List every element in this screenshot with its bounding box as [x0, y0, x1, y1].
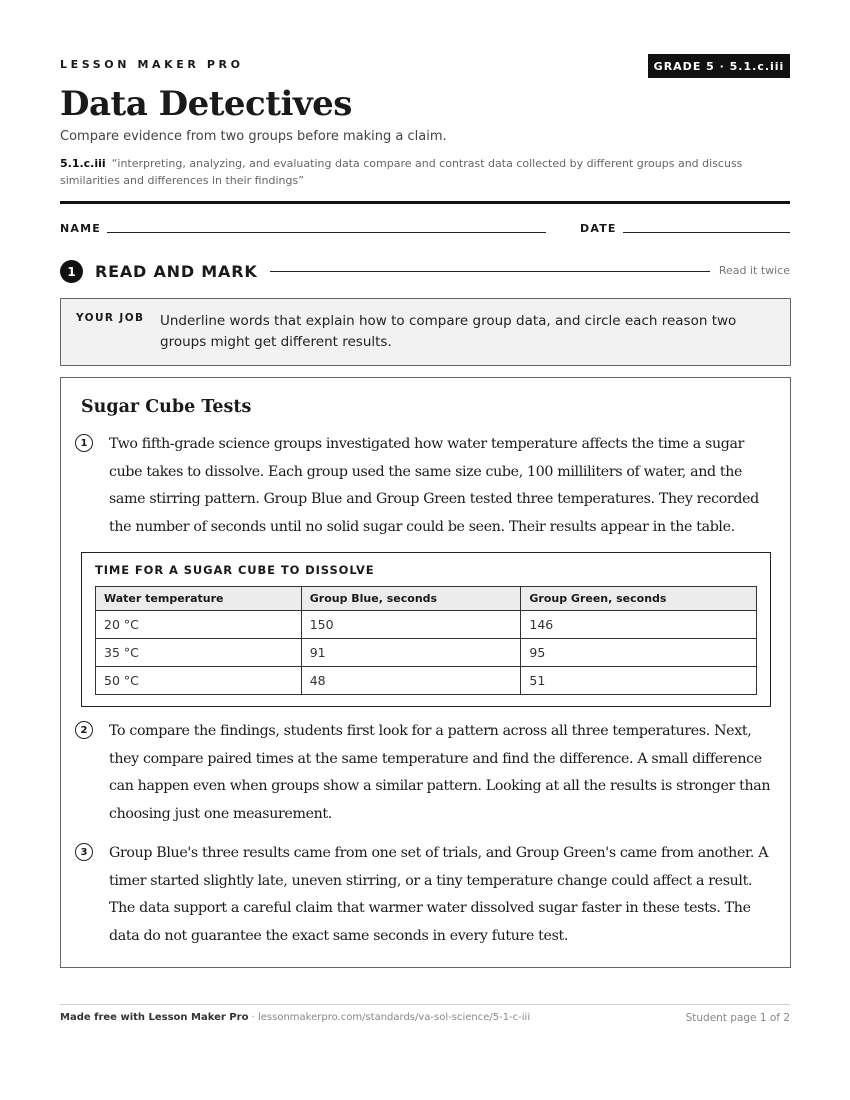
table-header-row [96, 587, 757, 611]
table-row [96, 611, 757, 639]
footer-page-number: Student page 1 of 2 [685, 1012, 790, 1024]
page-title: Data Detectives [60, 84, 352, 124]
section-divider [270, 271, 710, 272]
table-row [96, 667, 757, 695]
table-cell: 91 [301, 639, 521, 667]
standard-statement [60, 155, 790, 189]
footer-credit [60, 1012, 530, 1023]
your-job-box [60, 298, 791, 366]
table-cell: 35 °C [96, 639, 302, 667]
standard-text: “interpreting, analyzing, and evaluating data compare and contrast data collected by different groups and discuss similarities and differences in their findings” [60, 157, 743, 187]
table-cell: 146 [521, 611, 757, 639]
footer-made-by: Made free with Lesson Maker Pro [60, 1012, 249, 1023]
table-cell: 51 [521, 667, 757, 695]
table-cell: 150 [301, 611, 521, 639]
header-divider [60, 201, 790, 204]
page-subtitle: Compare evidence from two groups before making a claim. [60, 129, 447, 144]
footer-divider [60, 1004, 790, 1005]
section-title: READ AND MARK [95, 262, 258, 281]
section-hint: Read it twice [718, 264, 790, 277]
section-number-badge: 1 [60, 260, 83, 283]
table-cell: 50 °C [96, 667, 302, 695]
paragraph-2: To compare the findings, students first look for a pattern across all three temperatures. Next, they compare paired times at the same temperature and find the difference. A small difference can happen even when groups show a similar pattern. Looking at all the results is stronger than choosing just one measurement. [109, 723, 771, 822]
dissolve-time-table [95, 586, 757, 695]
data-table-box [81, 552, 771, 707]
name-line[interactable] [107, 232, 546, 233]
reading-passage [60, 377, 791, 968]
grade-badge: GRADE 5 · 5.1.c.iii [648, 54, 790, 78]
brand-name: LESSON MAKER PRO [60, 58, 244, 71]
table-header: Group Blue, seconds [301, 587, 521, 611]
table-cell: 20 °C [96, 611, 302, 639]
table-cell: 48 [301, 667, 521, 695]
your-job-text: Underline words that explain how to compare group data, and circle each reason two groups might get different results. [160, 313, 737, 350]
passage-title: Sugar Cube Tests [81, 397, 252, 417]
standard-code: 5.1.c.iii [60, 157, 106, 170]
paragraph-number-2: 2 [75, 721, 93, 739]
date-label: DATE [580, 222, 617, 235]
paragraph-number-3: 3 [75, 843, 93, 861]
table-header: Group Green, seconds [521, 587, 757, 611]
paragraph-3: Group Blue's three results came from one set of trials, and Group Green's came from another. A timer started slightly late, uneven stirring, or a tiny temperature change could affect a result. The data support a careful claim that warmer water dissolved sugar faster in these tests. The data do not guarantee the exact same seconds in every future test. [109, 845, 769, 944]
your-job-label: YOUR JOB [76, 312, 145, 324]
table-row [96, 639, 757, 667]
table-cell: 95 [521, 639, 757, 667]
name-label: NAME [60, 222, 101, 235]
table-caption: TIME FOR A SUGAR CUBE TO DISSOLVE [95, 563, 375, 577]
table-header: Water temperature [96, 587, 302, 611]
footer-url[interactable]: · lessonmakerpro.com/standards/va-sol-science/5-1-c-iii [248, 1012, 531, 1023]
paragraph-number-1: 1 [75, 434, 93, 452]
paragraph-1: Two fifth-grade science groups investigated how water temperature affects the time a sugar cube takes to dissolve. Each group used the same size cube, 100 milliliters of water, and the same stirring pattern. Group Blue and Group Green tested three temperatures. They recorded the number of seconds until no solid sugar could be seen. Their results appear in the table. [109, 436, 759, 535]
date-line[interactable] [623, 232, 790, 233]
